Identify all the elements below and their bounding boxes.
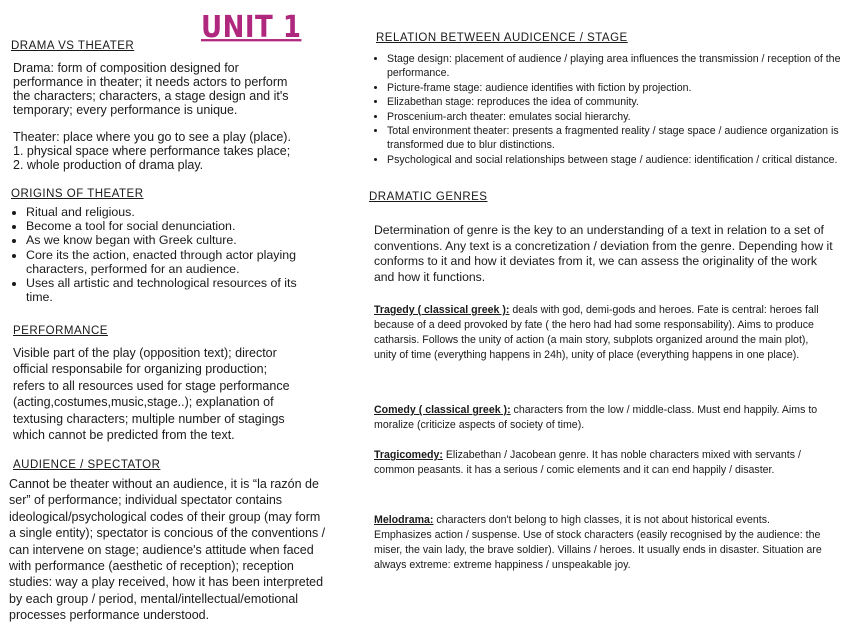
tragedy-text: deals with god, demi-gods and heroes. Fate is central: heroes fall because of a deed provoked by fate ( the hero had had some responsability). Aims to produce catharsis. Follows the unity of action (a main story, subplots organized around the main plot), unity of time (everything happens in 24h), unity of place (everything happens in one place). <box>374 304 819 361</box>
melodrama-term: Melodrama: <box>374 514 434 526</box>
relation-heading: RELATION BETWEEN AUDICENCE / STAGE <box>376 32 628 44</box>
drama-definition: Drama: form of composition designed for performance in theater; it needs actors to perform the characters; characters, a stage design and it's temporary; every performance is unique. <box>13 61 289 117</box>
list-item: • Proscenium-arch theater: emulates social hierarchy. <box>387 110 842 124</box>
unit-title: UNIT 1 <box>201 10 302 45</box>
melodrama-paragraph <box>374 513 829 573</box>
list-item: • Become a tool for social denunciation. <box>26 219 326 233</box>
tragicomedy-term: Tragicomedy: <box>374 449 443 461</box>
comedy-text: characters from the low / middle-class. Must end happily. Aims to moralize (criticize aspects of society of time). <box>374 404 818 431</box>
list-item: • Total environment theater: presents a fragmented reality / stage space / audience organization is transformed due to blur distinctions. <box>387 124 842 153</box>
tragicomedy-text: Elizabethan / Jacobean genre. It has noble characters mixed with servants / common peasants. it has a serious / comic elements and it can end happily / disaster. <box>374 449 801 476</box>
tragedy-paragraph <box>374 303 829 363</box>
list-item: • Elizabethan stage: reproduces the idea of community. <box>387 95 842 109</box>
audience-heading: AUDIENCE / SPECTATOR <box>13 459 161 471</box>
relation-list <box>373 52 842 167</box>
theater-definition: Theater: place where you go to see a play (place). 1. physical space where performance takes place; 2. whole production of drama play. <box>13 130 291 172</box>
list-item: • Psychological and social relationships between stage / audience: identification / critical distance. <box>387 153 842 167</box>
drama-vs-theater-heading: DRAMA VS THEATER <box>11 40 135 52</box>
list-item: • Picture-frame stage: audience identifies with fiction by projection. <box>387 81 842 95</box>
tragedy-term: Tragedy ( classical greek ): <box>374 304 510 316</box>
audience-paragraph: Cannot be theater without an audience, it is “la razón de ser” of performance; individual spectator contains ideological/psychological codes of their group (may form a single entity); spectator is concious of the conventions / can intervene on stage; audience's attitude when faced with performance (aesthetic of reception); reception studies: way a play received, how it has been interpreted by each group / period, mental/intellectual/emotional processes performance understood. <box>9 477 326 623</box>
genres-intro: Determination of genre is the key to an understanding of a text in relation to a set of conventions. Any text is a concretization / deviation from the genre. Depending how it conforms to it and how it deviates from it, we can assess the originality of the work and how it functions. <box>374 223 833 284</box>
list-item: • As we know began with Greek culture. <box>26 233 326 247</box>
origins-list <box>10 205 326 304</box>
comedy-term: Comedy ( classical greek ): <box>374 404 511 416</box>
list-item: • Ritual and religious. <box>26 205 326 219</box>
list-item: • Core its the action, enacted through actor playing characters, performed for an audience. <box>26 248 326 276</box>
performance-paragraph: Visible part of the play (opposition text); director official responsabile for organizing production; refers to all resources used for stage performance (acting,costumes,music,stage..); explanation of textusing characters; multiple number of stagings which cannot be predicted from the text. <box>13 346 290 443</box>
genres-heading: DRAMATIC GENRES <box>369 191 488 203</box>
list-item: • Stage design: placement of audience / playing area influences the transmission / reception of the performance. <box>387 52 842 81</box>
list-item: • Uses all artistic and technological resources of its time. <box>26 276 326 304</box>
origins-heading: ORIGINS OF THEATER <box>11 188 144 200</box>
tragicomedy-paragraph <box>374 448 829 478</box>
performance-heading: PERFORMANCE <box>13 325 108 337</box>
comedy-paragraph <box>374 403 829 433</box>
melodrama-text: characters don't belong to high classes, it is not about historical events. Emphasizes action / suspense. Use of stock characters (easily recognised by the audience: the miser, the vain lady, the brave soldier). Villains / heroes. It usually ends in disaster. Situation are always extreme: extreme happiness / unspeakable joy. <box>374 514 822 571</box>
